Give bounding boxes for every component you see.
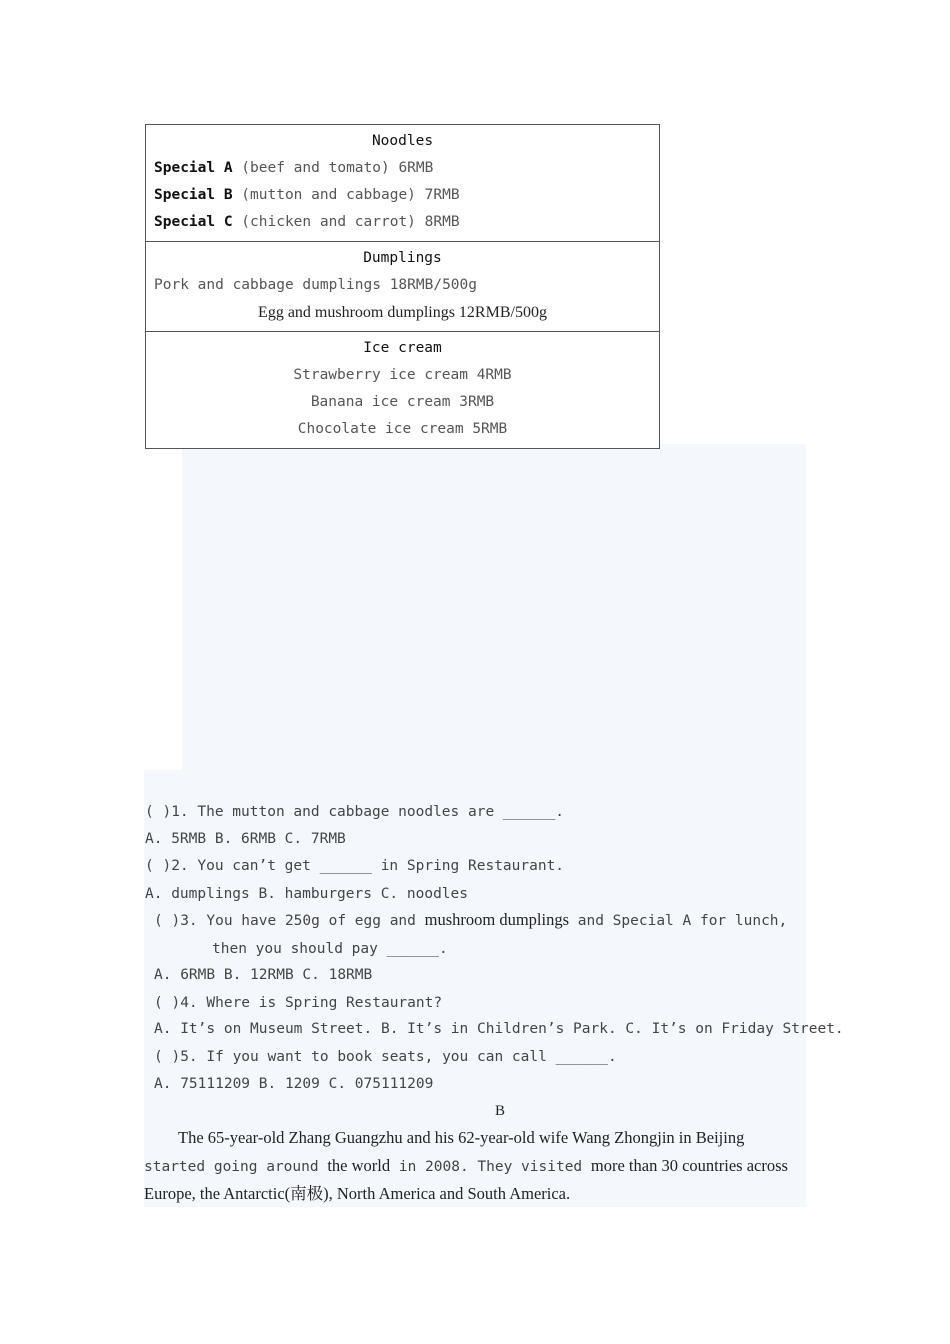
background-shade xyxy=(182,444,806,770)
menu-item: Banana ice cream 3RMB xyxy=(310,394,495,410)
menu-section-dumplings xyxy=(146,241,659,331)
question-3-options: A. 6RMB B. 12RMB C. 18RMB xyxy=(154,967,373,983)
question-1-options: A. 5RMB B. 6RMB C. 7RMB xyxy=(145,831,346,847)
section-title: Dumplings xyxy=(363,250,442,266)
question-text: and Special A for lunch, xyxy=(569,913,788,929)
passage-line: The 65-year-old Zhang Guangzhu and his 62-year-old wife Wang Zhongjin in Beijing xyxy=(178,1128,745,1147)
menu-section-ice-cream xyxy=(146,331,659,448)
menu-item xyxy=(154,155,651,182)
item-desc: (chicken and carrot) 8RMB xyxy=(232,214,460,230)
question-2-options: A. dumplings B. hamburgers C. noodles xyxy=(145,886,469,902)
menu-item: Strawberry ice cream 4RMB xyxy=(293,367,512,383)
question-1: ( )1. The mutton and cabbage noodles are ______. xyxy=(145,804,565,820)
menu-item xyxy=(154,209,651,236)
menu-item: Chocolate ice cream 5RMB xyxy=(297,421,508,437)
passage-heading: B xyxy=(494,1103,505,1119)
question-4: ( )4. Where is Spring Restaurant? xyxy=(154,995,443,1011)
question-text: ( )3. You have 250g of egg and xyxy=(154,913,425,929)
item-name: Special C xyxy=(154,214,233,230)
passage-text: more than 30 countries across xyxy=(590,1156,788,1175)
question-2: ( )2. You can’t get ______ in Spring Restaurant. xyxy=(145,858,565,874)
question-3-line2: then you should pay ______. xyxy=(212,941,448,957)
passage-text: in 2008. They visited xyxy=(390,1159,591,1175)
question-5-options: A. 75111209 B. 1209 C. 075111209 xyxy=(154,1076,434,1092)
menu-table xyxy=(145,124,660,449)
question-3 xyxy=(154,910,787,931)
item-name: Special B xyxy=(154,187,233,203)
item-name: Special A xyxy=(154,160,233,176)
section-title: Noodles xyxy=(371,133,434,149)
passage-line xyxy=(144,1155,788,1178)
question-5: ( )5. If you want to book seats, you can call ______. xyxy=(154,1049,617,1065)
menu-item: Egg and mushroom dumplings 12RMB/500g xyxy=(258,304,547,321)
passage-text: the world xyxy=(327,1156,391,1175)
passage-line: Europe, the Antarctic(南极), North America and South America. xyxy=(144,1184,571,1203)
question-4-options: A. It’s on Museum Street. B. It’s in Children’s Park. C. It’s on Friday Street. xyxy=(154,1021,844,1037)
question-text: mushroom dumplings xyxy=(424,910,570,929)
passage-text: started going around xyxy=(144,1159,328,1175)
item-desc: (beef and tomato) 6RMB xyxy=(232,160,434,176)
menu-item: Pork and cabbage dumplings 18RMB/500g xyxy=(154,277,478,293)
section-title: Ice cream xyxy=(363,340,442,356)
menu-section-noodles xyxy=(146,125,659,241)
menu-item xyxy=(154,182,651,209)
item-desc: (mutton and cabbage) 7RMB xyxy=(232,187,460,203)
